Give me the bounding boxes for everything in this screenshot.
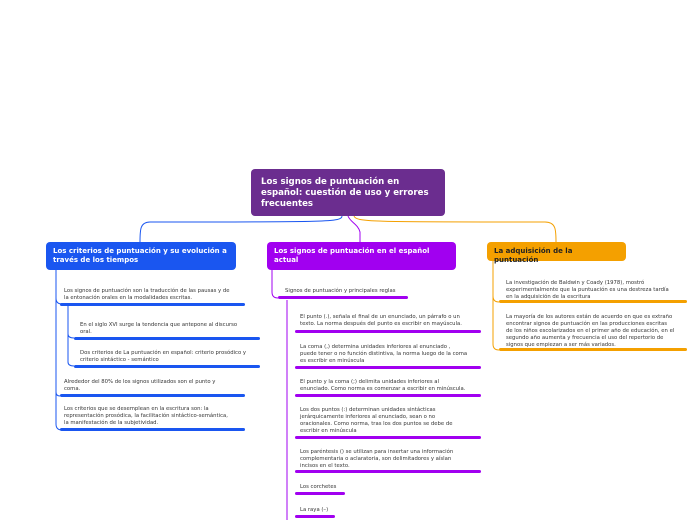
subtopic-text: encontrar signos de puntuación en las producciones escritas: [506, 321, 667, 327]
subtopic-signos-punto-y-coma[interactable]: [300, 379, 465, 393]
topic-criterios-line-2: través de los tiempos: [53, 256, 139, 264]
subtopic-underline: [60, 303, 245, 306]
subtopic-text: coma.: [64, 386, 81, 392]
subtopic-signos-coma[interactable]: [300, 344, 467, 365]
subtopic-underline: [499, 300, 687, 303]
subtopic-text: oral.: [80, 329, 92, 335]
subtopic-underline: [295, 515, 335, 518]
central-topic-line-2: español: cuestión de uso y errores: [261, 188, 429, 198]
subtopic-underline: [60, 428, 245, 431]
subtopic-text: En el siglo XVI surge la tendencia que antepone al discurso: [80, 322, 238, 328]
central-topic[interactable]: [251, 169, 445, 216]
subtopic-signos-corchetes[interactable]: [300, 484, 336, 491]
subtopic-text: Dos criterios de La puntuación en español: criterio prosódico y: [80, 350, 247, 356]
subtopic-criterios-1[interactable]: [64, 288, 229, 302]
subtopic-underline: [295, 394, 481, 397]
subtopic-underline: [295, 492, 345, 495]
subtopic-text: Los signos de puntuación son la traducción de las pausas y de: [64, 288, 230, 294]
subtopic-text: en la adquisición de la escritura: [506, 294, 591, 300]
subtopic-criterios-2[interactable]: [64, 379, 215, 393]
subtopic-criterios-1-2[interactable]: [80, 350, 246, 364]
subtopic-underline: [278, 296, 408, 299]
subtopic-text: La coma (,) determina unidades inferiores al enunciado ,: [300, 344, 451, 350]
subtopic-text: la manifestación de la subjetividad.: [64, 420, 159, 426]
subtopic-text: jerárquicamente inferiores al enunciado, sean o no: [300, 414, 436, 420]
subtopic-signos-group[interactable]: [285, 288, 395, 295]
subtopic-text: La mayoría de los autores están de acuerdo en que es extraño: [506, 314, 673, 320]
topic-adquisicion[interactable]: [487, 242, 626, 264]
subtopic-text: oracionales. Como norma, tras los dos puntos se debe de: [300, 421, 453, 427]
subtopic-text: incisos en el texto.: [300, 463, 350, 469]
subtopic-underline: [295, 330, 481, 333]
subtopic-underline: [295, 470, 481, 473]
subtopic-text: Signos de puntuación y principales reglas: [285, 288, 396, 294]
subtopic-signos-dos-puntos[interactable]: [300, 407, 452, 435]
central-topic-line-1: Los signos de puntuación en: [261, 177, 400, 187]
subtopic-underline: [295, 366, 481, 369]
subtopic-text: La investigación de Baldwin y Coady (1978), mostró: [506, 280, 645, 286]
subtopic-text: experimentalmente que la puntuación es una destreza tardía: [506, 287, 669, 293]
subtopic-underline: [295, 436, 481, 439]
topic-adquisicion-line-1: La adquisición de la puntuación: [494, 247, 573, 264]
subtopic-text: es escribir en minúscula: [300, 358, 365, 364]
subtopic-underline: [60, 394, 245, 397]
subtopic-text: Los criterios que se desemplean en la escritura son: la: [64, 406, 209, 412]
subtopic-text: signos que empiezan a ser más variados.: [506, 342, 616, 348]
subtopic-text: Los paréntesis () se utilizan para insertar una información: [300, 449, 454, 455]
subtopic-text: representación prosódica, la facilitación sintáctico-semántica,: [64, 413, 228, 419]
subtopic-text: texto. La norma después del punto es escribir en mayúscula.: [300, 321, 462, 327]
subtopic-text: la entonación orales en la modalidades escritas.: [64, 295, 193, 301]
central-topic-line-3: frecuentes: [261, 199, 314, 209]
topic-criterios[interactable]: [46, 242, 236, 270]
subtopic-text: segundo año aumenta y frecuencia el uso del repertorio de: [506, 335, 664, 341]
subtopic-text: Los corchetes: [300, 484, 337, 490]
topic-signos-line-2: actual: [274, 256, 299, 264]
topic-signos[interactable]: [267, 242, 456, 270]
subtopic-text: enunciado. Como norma es comenzar a escribir en minúscula.: [300, 386, 466, 392]
subtopic-text: Alrededor del 80% de los signos utilizados son el punto y: [64, 379, 216, 385]
subtopic-adquisicion-2[interactable]: [506, 314, 674, 349]
subtopic-text: de los niños escolarizados en el primer año de educación, en el: [506, 328, 675, 334]
subtopic-text: criterio sintáctico - semántico: [80, 357, 159, 363]
topic-signos-line-1: Los signos de puntuación en el español: [274, 247, 430, 255]
subtopic-text: complementaria o aclaratoria, son delimitadores y aíslan: [300, 456, 452, 462]
subtopic-signos-parentesis[interactable]: [300, 449, 453, 470]
subtopic-text: La raya (–): [300, 507, 329, 513]
subtopic-underline: [74, 337, 260, 340]
subtopic-text: El punto (.), señala el final de un enunciado, un párrafo o un: [300, 314, 460, 320]
subtopic-underline: [74, 365, 260, 368]
topic-criterios-line-1: Los criterios de puntuación y su evolución a: [53, 247, 227, 255]
subtopic-text: El punto y la coma (;) delimita unidades inferiores al: [300, 379, 440, 385]
subtopic-criterios-3[interactable]: [64, 406, 228, 427]
subtopic-signos-punto[interactable]: [300, 314, 462, 328]
subtopic-text: puede tener o no función distintiva, la norma luego de la coma: [300, 351, 468, 357]
subtopic-text: Los dos puntos (:) determinan unidades sintácticas: [300, 407, 436, 413]
subtopic-signos-raya[interactable]: [300, 507, 328, 514]
subtopic-underline: [499, 348, 687, 351]
subtopic-criterios-1-1[interactable]: [80, 322, 237, 336]
subtopic-adquisicion-1[interactable]: [506, 280, 669, 301]
subtopic-text: escribir en minúscula: [300, 428, 357, 434]
